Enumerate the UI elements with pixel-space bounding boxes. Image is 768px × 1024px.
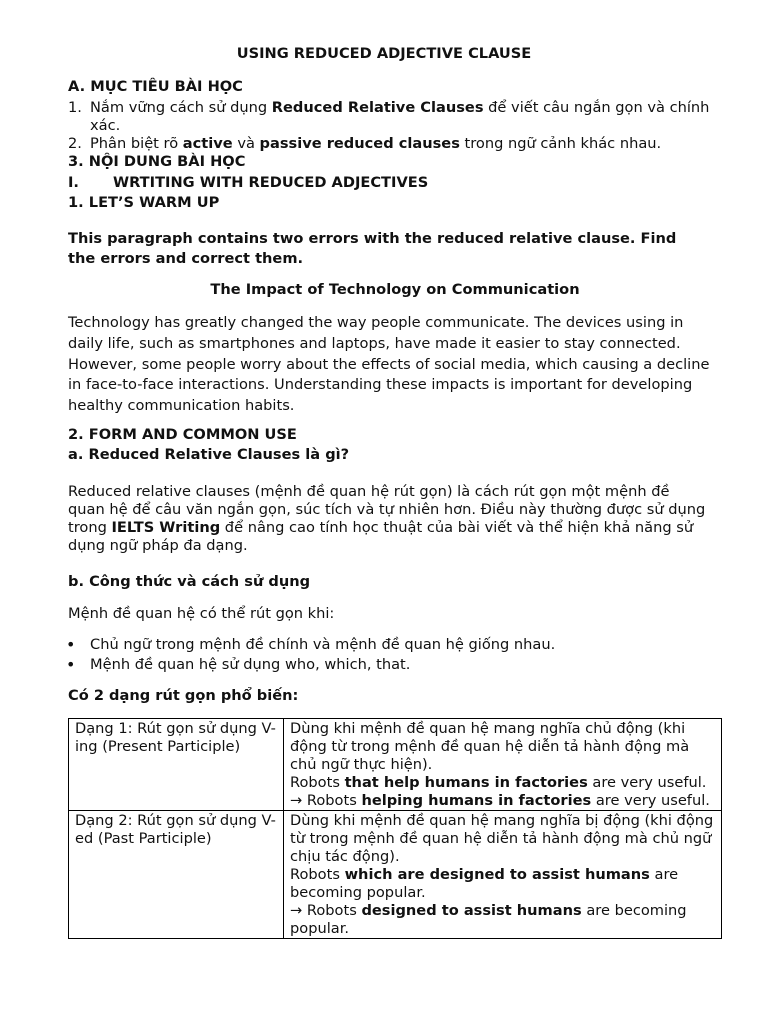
objective-1-post: để viết câu ngắn gọn và chính xác. — [90, 99, 710, 134]
example-post: are very useful. — [587, 774, 707, 791]
section-a-heading: A. MỤC TIÊU BÀI HỌC — [68, 78, 243, 95]
table-row — [69, 811, 722, 939]
roman-numeral: I. — [68, 174, 79, 191]
forms-heading: Có 2 dạng rút gọn phổ biến: — [68, 687, 299, 704]
example-bold: which are designed to assist humans — [344, 866, 650, 883]
objective-1-bold: Reduced Relative Clauses — [271, 99, 484, 116]
form-heading: 2. FORM AND COMMON USE — [68, 426, 297, 443]
objective-2-post: trong ngữ cảnh khác nhau. — [459, 135, 662, 152]
table-cell-type: Dạng 1: Rút gọn sử dụng V-ing (Present Participle) — [69, 719, 284, 811]
objective-1-number: 1. — [68, 99, 82, 116]
warm-up-instruction: This paragraph contains two errors with the reduced relative clause. Find the errors and correct them. — [68, 230, 677, 267]
subheading-b: b. Công thức và cách sử dụng — [68, 573, 311, 590]
example-reduced — [290, 792, 715, 810]
objective-2-pre: Phân biệt rõ — [90, 135, 183, 152]
bullet-icon: • — [66, 635, 76, 654]
warm-up-heading: 1. LET’S WARM UP — [68, 194, 220, 211]
condition-text: Mệnh đề quan hệ sử dụng who, which, that. — [90, 656, 411, 673]
condition-text: Chủ ngữ trong mệnh đề chính và mệnh đề quan hệ giống nhau. — [90, 636, 556, 653]
subheading-a: a. Reduced Relative Clauses là gì? — [68, 446, 350, 463]
table-row — [69, 719, 722, 811]
passage-title: The Impact of Technology on Communication — [210, 281, 580, 298]
example-original — [290, 866, 715, 902]
table-cell-description — [284, 811, 722, 939]
example-pre: → Robots — [290, 902, 362, 919]
example-post: are becoming popular. — [290, 902, 687, 937]
table-cell-type: Dạng 2: Rút gọn sử dụng V-ed (Past Participle) — [69, 811, 284, 939]
bullet-icon: • — [66, 655, 76, 674]
reduction-forms-table — [68, 718, 722, 939]
objective-2-bold-active: active — [182, 135, 233, 152]
example-pre: Robots — [290, 866, 345, 883]
example-pre: → Robots — [290, 792, 362, 809]
example-bold: that help humans in factories — [344, 774, 588, 791]
roman-section-title: WRTITING WITH REDUCED ADJECTIVES — [113, 174, 429, 191]
example-original — [290, 774, 715, 792]
objective-2-number: 2. — [68, 135, 82, 152]
definition-paragraph — [68, 483, 708, 555]
form-description: Dùng khi mệnh đề quan hệ mang nghĩa chủ động (khi động từ trong mệnh đề quan hệ diễn tả hành động mà chủ ngữ thực hiện). — [290, 720, 690, 773]
section-3-heading: 3. NỘI DUNG BÀI HỌC — [68, 153, 246, 170]
example-pre: Robots — [290, 774, 345, 791]
objective-2-bold-passive: passive reduced clauses — [259, 135, 460, 152]
definition-bold: IELTS Writing — [111, 519, 221, 536]
form-description: Dùng khi mệnh đề quan hệ mang nghĩa bị động (khi động từ trong mệnh đề quan hệ diễn tả hành động mà chủ ngữ chịu tác động). — [290, 812, 714, 865]
objective-2-text — [90, 135, 730, 153]
example-bold: designed to assist humans — [361, 902, 582, 919]
objective-1-pre: Nắm vững cách sử dụng — [90, 99, 272, 116]
example-post: are very useful. — [591, 792, 710, 809]
example-reduced — [290, 902, 715, 938]
definition-post: để nâng cao tính học thuật của bài viết và thể hiện khả năng sử dụng ngữ pháp đa dạng. — [68, 519, 694, 554]
example-bold: helping humans in factories — [361, 792, 592, 809]
definition-pre: Reduced relative clauses (mệnh đề quan hệ rút gọn) là cách rút gọn một mệnh đề quan hệ để câu văn ngắn gọn, súc tích và tự nhiên hơn. Điều này thường được sử dụng trong — [68, 483, 706, 536]
objective-2-mid: và — [232, 135, 260, 152]
document-title: USING REDUCED ADJECTIVE CLAUSE — [236, 45, 532, 62]
example-post: are becoming popular. — [290, 866, 679, 901]
passage-text: Technology has greatly changed the way people communicate. The devices using in daily life, such as smartphones and laptops, have made it easier to stay connected. However, some people worry about the effects of social media, which causing a decline in face-to-face interactions. Understanding these impacts is important for developing healthy communication habits. — [68, 314, 710, 415]
condition-intro: Mệnh đề quan hệ có thể rút gọn khi: — [68, 605, 335, 622]
table-cell-description — [284, 719, 722, 811]
objective-1-text — [90, 99, 715, 135]
